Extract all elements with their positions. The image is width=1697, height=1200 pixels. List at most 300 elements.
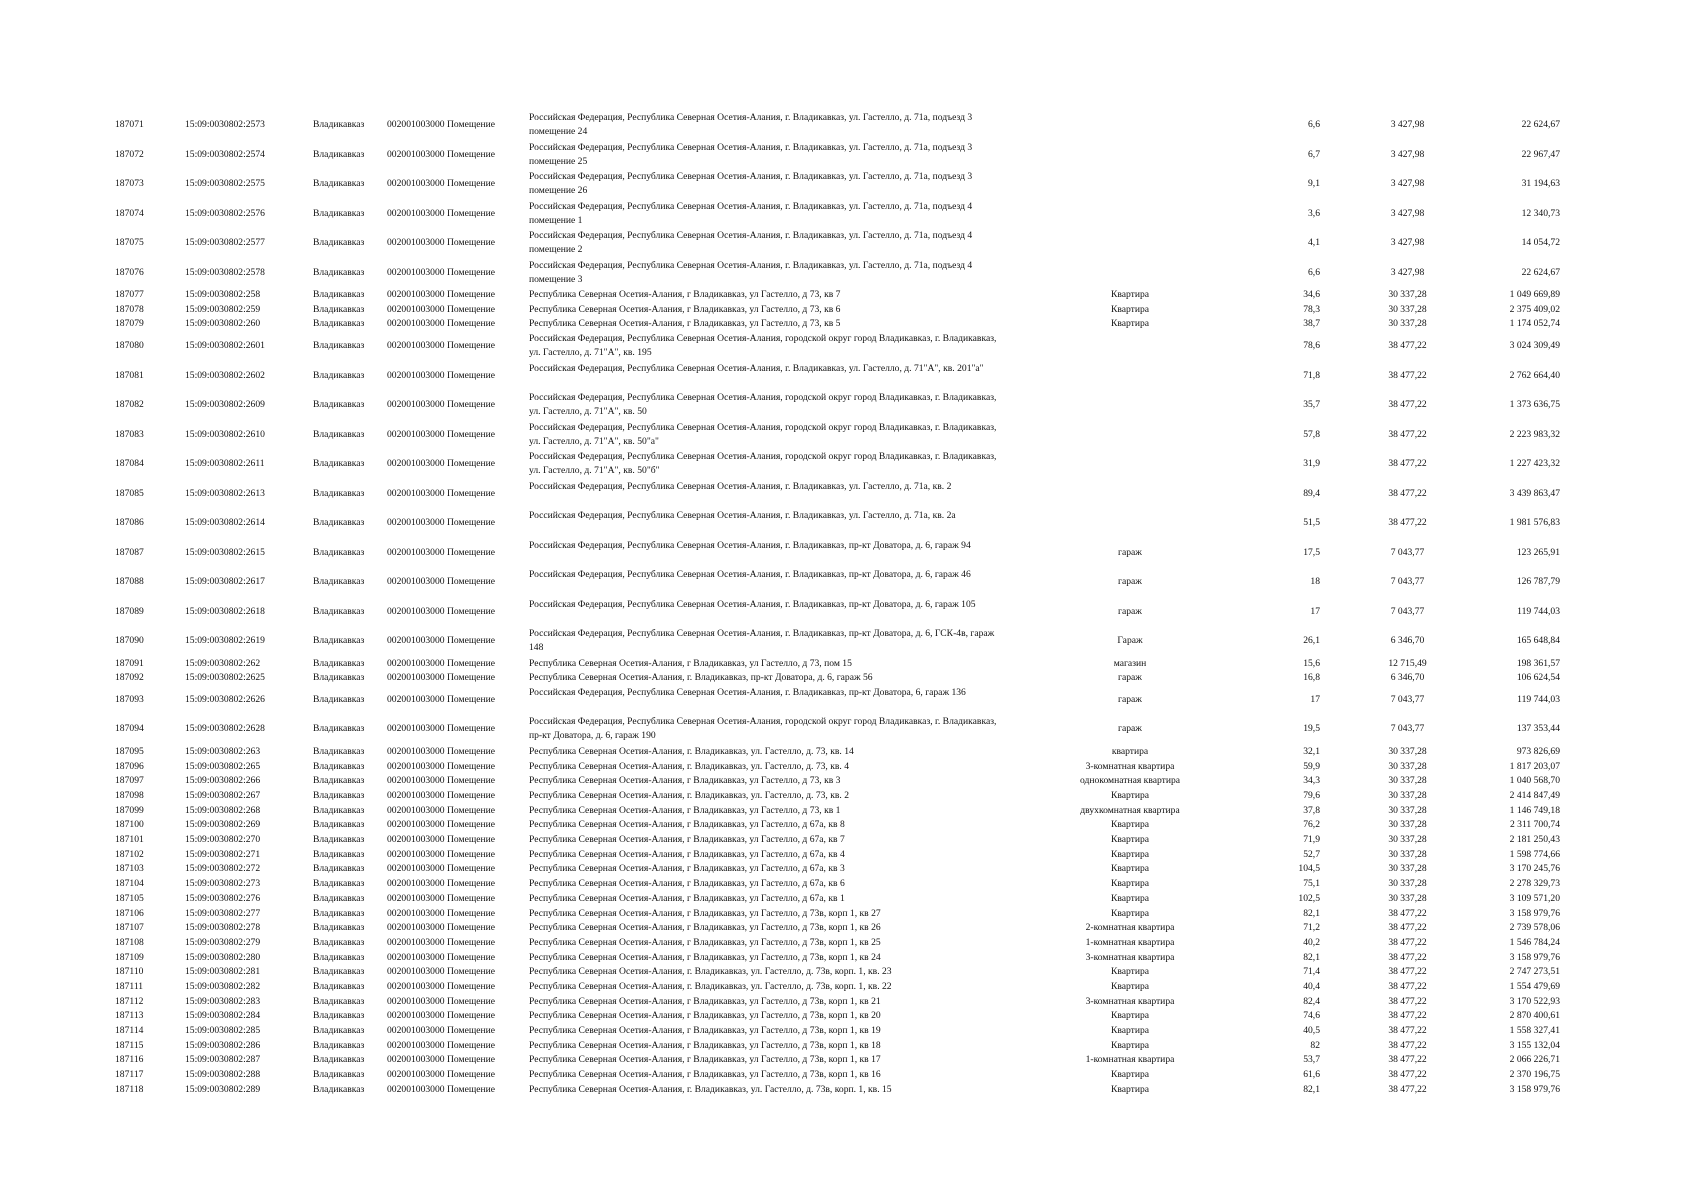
cell-address: Российская Федерация, Республика Северная Осетия-Алания, городской округ город Владикавказ, г. Владикавказ, пр-кт Доватора, д. 6, гараж 190 (529, 716, 997, 742)
cell-city: Владикавказ (313, 907, 365, 919)
cell-cadastral-value: 137 353,44 (1516, 723, 1560, 735)
cell-address: Республика Северная Осетия-Алания, г Владикавказ, ул Гастелло, д 73в, корп 1, кв 17 (529, 1054, 881, 1066)
cell-cadastral-value: 2 223 983,32 (1509, 428, 1560, 440)
cell-id: 187078 (115, 303, 144, 315)
table-row (0, 935, 1697, 950)
cell-area: 17 (1310, 605, 1320, 617)
cell-address: Республика Северная Осетия-Алания, г Владикавказ, ул Гастелло, д 73в, корп 1, кв 25 (529, 936, 881, 948)
cell-area: 76,2 (1303, 819, 1320, 831)
cell-cadastral-value: 2 311 700,74 (1509, 819, 1560, 831)
cell-id: 187105 (115, 892, 144, 904)
cell-id: 187094 (115, 723, 144, 735)
cell-address: Российская Федерация, Республика Северная Осетия-Алания, г. Владикавказ, ул. Гастелло, д. 71а, подъезд 3 помещение 26 (529, 171, 973, 196)
cell-area: 17,5 (1303, 546, 1320, 558)
cell-unit-price: 30 337,28 (1388, 289, 1427, 300)
cell-object-code: 002001003000 Помещение (387, 760, 496, 772)
cell-area: 59,9 (1303, 760, 1320, 772)
cell-id: 187110 (115, 966, 144, 978)
cell-id: 187081 (115, 369, 144, 381)
cell-city: Владикавказ (313, 517, 365, 529)
cell-area: 40,2 (1303, 936, 1320, 948)
cell-area: 82,1 (1303, 907, 1320, 919)
cell-id: 187116 (115, 1054, 144, 1066)
table-row (0, 390, 1697, 420)
cell-id: 187092 (115, 672, 144, 684)
cell-id: 187080 (115, 340, 144, 352)
cell-cadastral-number: 15:09:0030802:260 (185, 318, 261, 330)
cell-area: 104,5 (1298, 863, 1320, 875)
cell-premises-type: Квартира (1110, 1010, 1150, 1022)
cell-city: Владикавказ (313, 672, 365, 684)
cell-premises-type: 3-комнатная квартира (1085, 995, 1175, 1007)
cell-cadastral-value: 22 624,67 (1521, 119, 1560, 130)
cell-premises-type: Квартира (1110, 848, 1150, 860)
cell-id: 187086 (115, 517, 144, 529)
table-row (0, 714, 1697, 744)
cell-id: 187085 (115, 487, 144, 499)
cell-area: 38,7 (1303, 318, 1320, 330)
cell-unit-price: 7 043,77 (1390, 693, 1425, 705)
cell-id: 187088 (115, 576, 144, 588)
cell-address: Республика Северная Осетия-Алания, г Владикавказ, ул Гастелло, д 73, кв 6 (529, 303, 841, 315)
table-row (0, 258, 1697, 288)
cell-address: Российская Федерация, Республика Северная Осетия-Алания, г. Владикавказ, ул. Гастелло, д. 71а, кв. 2а (529, 510, 956, 522)
cell-cadastral-number: 15:09:0030802:280 (185, 951, 261, 963)
cell-unit-price: 7 043,77 (1390, 605, 1425, 617)
cell-premises-type: Квартира (1110, 318, 1150, 330)
cell-address: Республика Северная Осетия-Алания, г. Владикавказ, ул. Гастелло, д. 73в, корп. 1, кв. 23 (529, 966, 892, 978)
cell-area: 74,6 (1303, 1010, 1320, 1022)
cell-premises-type: Квартира (1110, 1025, 1150, 1036)
cell-cadastral-value: 1 373 636,75 (1509, 399, 1560, 411)
cell-address: Республика Северная Осетия-Алания, г Владикавказ, ул Гастелло, д 73, кв 1 (529, 804, 841, 816)
cell-city: Владикавказ (313, 1069, 365, 1081)
cell-city: Владикавказ (313, 834, 365, 846)
cell-object-code: 002001003000 Помещение (387, 723, 496, 735)
table-row (0, 420, 1697, 450)
cell-object-code: 002001003000 Помещение (387, 1054, 496, 1066)
cell-cadastral-number: 15:09:0030802:281 (185, 966, 261, 978)
cell-premises-type: Квартира (1110, 980, 1150, 992)
cell-city: Владикавказ (313, 723, 365, 735)
cell-id: 187111 (115, 980, 144, 992)
cell-object-code: 002001003000 Помещение (387, 487, 496, 499)
cell-object-code: 002001003000 Помещение (387, 517, 496, 529)
cell-cadastral-number: 15:09:0030802:276 (185, 892, 261, 904)
cell-city: Владикавказ (313, 546, 365, 558)
cell-address: Республика Северная Осетия-Алания, г Владикавказ, ул Гастелло, д 73, кв 5 (529, 318, 841, 330)
cell-cadastral-value: 123 265,91 (1516, 546, 1560, 558)
cell-area: 102,5 (1298, 892, 1320, 904)
cell-cadastral-value: 3 024 309,49 (1509, 340, 1560, 352)
cell-address: Республика Северная Осетия-Алания, г Владикавказ, ул Гастелло, д 67а, кв 3 (529, 863, 845, 875)
cell-area: 71,4 (1303, 966, 1320, 978)
cell-premises-type: 1-комнатная квартира (1085, 936, 1175, 948)
table-row (0, 964, 1697, 979)
cell-id: 187084 (115, 458, 144, 470)
cell-address: Республика Северная Осетия-Алания, г Владикавказ, ул Гастелло, д 67а, кв 6 (529, 878, 845, 890)
cell-address: Российская Федерация, Республика Северная Осетия-Алания, г. Владикавказ, пр-кт Доватора, д. 6, гараж 46 (529, 569, 971, 581)
cell-cadastral-number: 15:09:0030802:272 (185, 863, 261, 875)
cell-unit-price: 30 337,28 (1388, 804, 1427, 816)
table-row (0, 788, 1697, 803)
cell-city: Владикавказ (313, 635, 365, 647)
cell-unit-price: 38 477,22 (1388, 1025, 1427, 1036)
cell-address: Российская Федерация, Республика Северная Осетия-Алания, г. Владикавказ, ул. Гастелло, д. 71а, подъезд 4 помещение 1 (529, 200, 973, 226)
table-row (0, 1067, 1697, 1082)
cell-premises-type: Квартира (1110, 892, 1150, 904)
table-row (0, 597, 1697, 627)
cell-cadastral-value: 22 624,67 (1521, 266, 1560, 278)
cell-object-code: 002001003000 Помещение (387, 635, 496, 647)
cell-city: Владикавказ (313, 207, 365, 219)
cell-city: Владикавказ (313, 178, 365, 189)
cell-unit-price: 7 043,77 (1390, 723, 1425, 735)
cell-area: 52,7 (1303, 848, 1320, 860)
table-row (0, 331, 1697, 361)
cell-city: Владикавказ (313, 980, 365, 992)
cell-premises-type: Квартира (1110, 303, 1150, 315)
cell-area: 79,6 (1303, 790, 1320, 801)
cell-unit-price: 30 337,28 (1388, 318, 1427, 330)
cell-cadastral-number: 15:09:0030802:2573 (185, 119, 265, 130)
cell-cadastral-number: 15:09:0030802:2619 (185, 635, 265, 647)
cell-cadastral-number: 15:09:0030802:2610 (185, 428, 265, 440)
cell-premises-type: Квартира (1110, 1083, 1150, 1095)
cell-object-code: 002001003000 Помещение (387, 340, 496, 352)
cell-id: 187114 (115, 1025, 144, 1036)
cell-unit-price: 30 337,28 (1388, 760, 1427, 772)
cell-area: 71,2 (1303, 922, 1320, 934)
cell-area: 82,4 (1303, 995, 1320, 1007)
table-row (0, 950, 1697, 965)
cell-cadastral-value: 2 414 847,49 (1509, 790, 1560, 801)
cell-premises-type: Квартира (1110, 907, 1150, 919)
cell-city: Владикавказ (313, 863, 365, 875)
cell-object-code: 002001003000 Помещение (387, 804, 496, 816)
cell-object-code: 002001003000 Помещение (387, 237, 496, 248)
cell-unit-price: 12 715,49 (1388, 657, 1427, 669)
cell-premises-type: гараж (1118, 723, 1142, 735)
cell-premises-type: 3-комнатная квартира (1085, 951, 1175, 963)
cell-cadastral-value: 119 744,03 (1517, 605, 1560, 617)
cell-address: Российская Федерация, Республика Северная Осетия-Алания, г. Владикавказ, пр-кт Доватора, 6, гараж 136 (529, 686, 966, 698)
cell-city: Владикавказ (313, 951, 365, 963)
cell-city: Владикавказ (313, 775, 365, 787)
cell-city: Владикавказ (313, 693, 365, 705)
cell-id: 187115 (115, 1039, 144, 1051)
cell-id: 187100 (115, 819, 144, 831)
cell-cadastral-number: 15:09:0030802:267 (185, 790, 261, 801)
table-row (0, 744, 1697, 759)
cell-cadastral-number: 15:09:0030802:2577 (185, 237, 265, 248)
cell-object-code: 002001003000 Помещение (387, 1039, 496, 1051)
cell-cadastral-value: 1 817 203,07 (1509, 760, 1560, 772)
cell-id: 187091 (115, 657, 144, 669)
cell-cadastral-value: 973 826,69 (1516, 745, 1560, 757)
cell-object-code: 002001003000 Помещение (387, 995, 496, 1007)
cell-premises-type: двухкомнатная квартира (1080, 804, 1180, 816)
cell-cadastral-value: 3 158 979,76 (1509, 907, 1560, 919)
cell-cadastral-number: 15:09:0030802:271 (185, 848, 261, 860)
cell-cadastral-value: 12 340,73 (1521, 207, 1560, 219)
cell-cadastral-value: 1 558 327,41 (1509, 1025, 1560, 1036)
cell-address: Республика Северная Осетия-Алания, г Владикавказ, ул Гастелло, д 73в, корп 1, кв 19 (529, 1025, 881, 1036)
table-row (0, 803, 1697, 818)
cell-unit-price: 38 477,22 (1388, 907, 1427, 919)
cell-address: Российская Федерация, Республика Северная Осетия-Алания, г. Владикавказ, ул. Гастелло, д. 71а, подъезд 3 помещение 24 (529, 112, 973, 137)
cell-cadastral-number: 15:09:0030802:282 (185, 980, 261, 992)
table-row (0, 891, 1697, 906)
cell-id: 187097 (115, 775, 144, 787)
cell-cadastral-value: 1 554 479,69 (1509, 980, 1560, 992)
cell-city: Владикавказ (313, 922, 365, 934)
cell-unit-price: 38 477,22 (1388, 340, 1427, 352)
cell-cadastral-value: 31 194,63 (1521, 178, 1560, 189)
table-row (0, 876, 1697, 891)
table-row (0, 847, 1697, 862)
cell-cadastral-number: 15:09:0030802:2609 (185, 399, 265, 411)
cell-unit-price: 38 477,22 (1388, 517, 1427, 529)
cell-id: 187072 (115, 148, 144, 160)
cell-object-code: 002001003000 Помещение (387, 790, 496, 801)
cell-unit-price: 7 043,77 (1390, 546, 1425, 558)
cell-city: Владикавказ (313, 576, 365, 588)
cell-object-code: 002001003000 Помещение (387, 892, 496, 904)
cell-object-code: 002001003000 Помещение (387, 148, 496, 160)
cell-cadastral-number: 15:09:0030802:270 (185, 834, 261, 846)
cell-area: 82,1 (1303, 951, 1320, 963)
cell-id: 187095 (115, 745, 144, 757)
cell-cadastral-value: 2 762 664,40 (1509, 369, 1560, 381)
cell-cadastral-value: 2 370 196,75 (1509, 1069, 1560, 1081)
cell-area: 35,7 (1303, 399, 1320, 411)
cell-unit-price: 3 427,98 (1390, 178, 1425, 189)
cell-cadastral-number: 15:09:0030802:285 (185, 1025, 261, 1036)
cell-cadastral-value: 3 439 863,47 (1509, 487, 1560, 499)
cell-cadastral-value: 1 146 749,18 (1509, 804, 1560, 816)
cell-premises-type: Квартира (1110, 1069, 1150, 1081)
cell-cadastral-number: 15:09:0030802:2601 (185, 340, 265, 352)
cell-cadastral-value: 3 158 979,76 (1509, 1083, 1560, 1095)
cell-area: 34,6 (1303, 289, 1320, 300)
cell-address: Российская Федерация, Республика Северная Осетия-Алания, городской округ город Владикавказ, г. Владикавказ, ул. Гастелло, д. 71"А", кв. 50 (529, 392, 997, 418)
cell-id: 187108 (115, 936, 144, 948)
table-row (0, 1038, 1697, 1053)
table-row (0, 538, 1697, 568)
table-row (0, 994, 1697, 1009)
table-row (0, 287, 1697, 302)
cell-cadastral-number: 15:09:0030802:266 (185, 775, 261, 787)
cell-premises-type: Квартира (1110, 1039, 1150, 1051)
cell-address: Республика Северная Осетия-Алания, г Владикавказ, ул Гастелло, д 73, кв 3 (529, 775, 841, 787)
cell-address: Республика Северная Осетия-Алания, г. Владикавказ, ул. Гастелло, д. 73, кв. 14 (529, 745, 854, 757)
table-row (0, 1023, 1697, 1038)
cell-address: Республика Северная Осетия-Алания, г Владикавказ, ул Гастелло, д 67а, кв 7 (529, 834, 845, 846)
cell-cadastral-value: 1 174 052,74 (1509, 318, 1560, 330)
table-row (0, 773, 1697, 788)
cell-unit-price: 38 477,22 (1388, 458, 1427, 470)
table-row (0, 670, 1697, 685)
cell-address: Республика Северная Осетия-Алания, г. Владикавказ, ул. Гастелло, д. 73в, корп. 1, кв. 22 (529, 980, 892, 992)
cell-area: 37,8 (1303, 804, 1320, 816)
cell-cadastral-number: 15:09:0030802:2613 (185, 487, 265, 499)
cell-id: 187089 (115, 605, 144, 617)
cell-cadastral-value: 119 744,03 (1517, 693, 1560, 705)
cell-address: Республика Северная Осетия-Алания, г Владикавказ, ул Гастелло, д 73в, корп 1, кв 18 (529, 1039, 881, 1051)
cell-unit-price: 3 427,98 (1390, 266, 1425, 278)
cell-unit-price: 3 427,98 (1390, 237, 1425, 248)
cell-id: 187112 (115, 995, 144, 1007)
cell-object-code: 002001003000 Помещение (387, 207, 496, 219)
cell-id: 187076 (115, 266, 144, 278)
cell-city: Владикавказ (313, 1083, 365, 1095)
cell-area: 9,1 (1308, 178, 1320, 189)
cell-object-code: 002001003000 Помещение (387, 369, 496, 381)
cell-object-code: 002001003000 Помещение (387, 951, 496, 963)
cell-id: 187102 (115, 848, 144, 860)
cell-unit-price: 30 337,28 (1388, 790, 1427, 801)
cell-cadastral-number: 15:09:0030802:283 (185, 995, 261, 1007)
cell-cadastral-number: 15:09:0030802:268 (185, 804, 261, 816)
cell-city: Владикавказ (313, 340, 365, 352)
cell-area: 53,7 (1303, 1054, 1320, 1066)
cell-premises-type: Гараж (1117, 635, 1143, 647)
cell-unit-price: 30 337,28 (1388, 892, 1427, 904)
cell-object-code: 002001003000 Помещение (387, 922, 496, 934)
cell-unit-price: 38 477,22 (1388, 428, 1427, 440)
cell-cadastral-value: 14 054,72 (1521, 237, 1560, 248)
cell-address: Российская Федерация, Республика Северная Осетия-Алания, г. Владикавказ, ул. Гастелло, д. 71а, подъезд 4 помещение 2 (529, 230, 973, 255)
cell-cadastral-value: 126 787,79 (1516, 576, 1560, 588)
cell-premises-type: 3-комнатная квартира (1085, 760, 1175, 772)
cell-city: Владикавказ (313, 119, 365, 130)
cell-cadastral-number: 15:09:0030802:277 (185, 907, 261, 919)
cell-city: Владикавказ (313, 399, 365, 411)
cell-address: Республика Северная Осетия-Алания, г Владикавказ, ул Гастелло, д 73в, корп 1, кв 24 (529, 951, 881, 963)
cell-object-code: 002001003000 Помещение (387, 605, 496, 617)
cell-premises-type: квартира (1111, 745, 1149, 757)
cell-object-code: 002001003000 Помещение (387, 657, 496, 669)
cell-city: Владикавказ (313, 892, 365, 904)
table-row (0, 906, 1697, 921)
cell-cadastral-number: 15:09:0030802:258 (185, 289, 261, 300)
cell-cadastral-number: 15:09:0030802:278 (185, 922, 261, 934)
cell-cadastral-number: 15:09:0030802:263 (185, 745, 261, 757)
cell-cadastral-number: 15:09:0030802:2615 (185, 546, 265, 558)
cell-object-code: 002001003000 Помещение (387, 936, 496, 948)
cell-unit-price: 38 477,22 (1388, 951, 1427, 963)
cell-city: Владикавказ (313, 318, 365, 330)
table-row (0, 449, 1697, 479)
cell-cadastral-value: 2 375 409,02 (1509, 303, 1560, 315)
cell-id: 187093 (115, 693, 144, 705)
cell-unit-price: 38 477,22 (1388, 1010, 1427, 1022)
table-row (0, 169, 1697, 199)
cell-cadastral-number: 15:09:0030802:2625 (185, 672, 265, 684)
cell-cadastral-number: 15:09:0030802:279 (185, 936, 261, 948)
table-row (0, 1052, 1697, 1067)
cell-area: 78,6 (1303, 340, 1320, 352)
cell-premises-type: Квартира (1110, 834, 1150, 846)
cell-id: 187082 (115, 399, 144, 411)
cell-object-code: 002001003000 Помещение (387, 775, 496, 787)
cell-id: 187071 (115, 119, 144, 130)
table-row (0, 567, 1697, 597)
cell-area: 6,6 (1308, 266, 1320, 278)
cell-address: Республика Северная Осетия-Алания, г Владикавказ, ул Гастелло, д 73, пом 15 (529, 657, 852, 669)
cell-cadastral-number: 15:09:0030802:262 (185, 657, 261, 669)
cell-cadastral-value: 22 967,47 (1521, 148, 1560, 160)
cell-cadastral-number: 15:09:0030802:288 (185, 1069, 261, 1081)
cell-object-code: 002001003000 Помещение (387, 834, 496, 846)
cell-id: 187090 (115, 635, 144, 647)
table-row (0, 508, 1697, 538)
table-row (0, 759, 1697, 774)
cell-id: 187087 (115, 546, 144, 558)
table-row (0, 361, 1697, 391)
cell-object-code: 002001003000 Помещение (387, 863, 496, 875)
cell-object-code: 002001003000 Помещение (387, 966, 496, 978)
cell-cadastral-number: 15:09:0030802:269 (185, 819, 261, 831)
cell-area: 17 (1310, 693, 1320, 705)
cell-cadastral-value: 1 049 669,89 (1509, 289, 1560, 300)
cell-city: Владикавказ (313, 1054, 365, 1066)
cell-id: 187073 (115, 178, 144, 189)
cell-cadastral-value: 3 170 245,76 (1509, 863, 1560, 875)
cell-area: 34,3 (1303, 775, 1320, 787)
cell-area: 71,9 (1303, 834, 1320, 846)
cell-unit-price: 38 477,22 (1388, 369, 1427, 381)
cell-cadastral-value: 1 227 423,32 (1509, 458, 1560, 470)
cell-city: Владикавказ (313, 804, 365, 816)
cell-city: Владикавказ (313, 819, 365, 831)
cell-object-code: 002001003000 Помещение (387, 848, 496, 860)
cell-unit-price: 38 477,22 (1388, 1069, 1427, 1081)
cell-object-code: 002001003000 Помещение (387, 1069, 496, 1081)
cell-address: Республика Северная Осетия-Алания, г Владикавказ, ул Гастелло, д 67а, кв 1 (529, 892, 845, 904)
cell-address: Республика Северная Осетия-Алания, г Владикавказ, ул Гастелло, д 67а, кв 8 (529, 819, 845, 831)
cell-id: 187109 (115, 951, 144, 963)
cell-unit-price: 38 477,22 (1388, 922, 1427, 934)
table-row (0, 626, 1697, 656)
cell-cadastral-number: 15:09:0030802:2578 (185, 266, 265, 278)
cell-object-code: 002001003000 Помещение (387, 576, 496, 588)
cell-cadastral-value: 2 278 329,73 (1509, 878, 1560, 890)
cell-id: 187075 (115, 237, 144, 248)
cell-unit-price: 30 337,28 (1388, 303, 1427, 315)
cell-premises-type: Квартира (1110, 966, 1150, 978)
cell-object-code: 002001003000 Помещение (387, 428, 496, 440)
cell-object-code: 002001003000 Помещение (387, 1010, 496, 1022)
cell-address: Российская Федерация, Республика Северная Осетия-Алания, г. Владикавказ, ул. Гастелло, д. 71а, подъезд 3 помещение 25 (529, 141, 973, 167)
cell-address: Республика Северная Осетия-Алания, г Владикавказ, ул Гастелло, д 73в, корп 1, кв 20 (529, 1010, 881, 1022)
cell-area: 3,6 (1308, 207, 1320, 219)
cell-cadastral-number: 15:09:0030802:265 (185, 760, 261, 772)
cell-area: 6,7 (1308, 148, 1320, 160)
cell-unit-price: 6 346,70 (1390, 672, 1425, 684)
table-row (0, 302, 1697, 317)
table-row (0, 1082, 1697, 1097)
cell-cadastral-value: 2 066 226,71 (1509, 1054, 1560, 1066)
cell-object-code: 002001003000 Помещение (387, 819, 496, 831)
cell-premises-type: 2-комнатная квартира (1085, 922, 1175, 934)
cell-cadastral-value: 165 648,84 (1516, 635, 1560, 647)
cell-cadastral-number: 15:09:0030802:2617 (185, 576, 265, 588)
cell-object-code: 002001003000 Помещение (387, 980, 496, 992)
cell-unit-price: 30 337,28 (1388, 878, 1427, 890)
cell-area: 51,5 (1303, 517, 1320, 529)
